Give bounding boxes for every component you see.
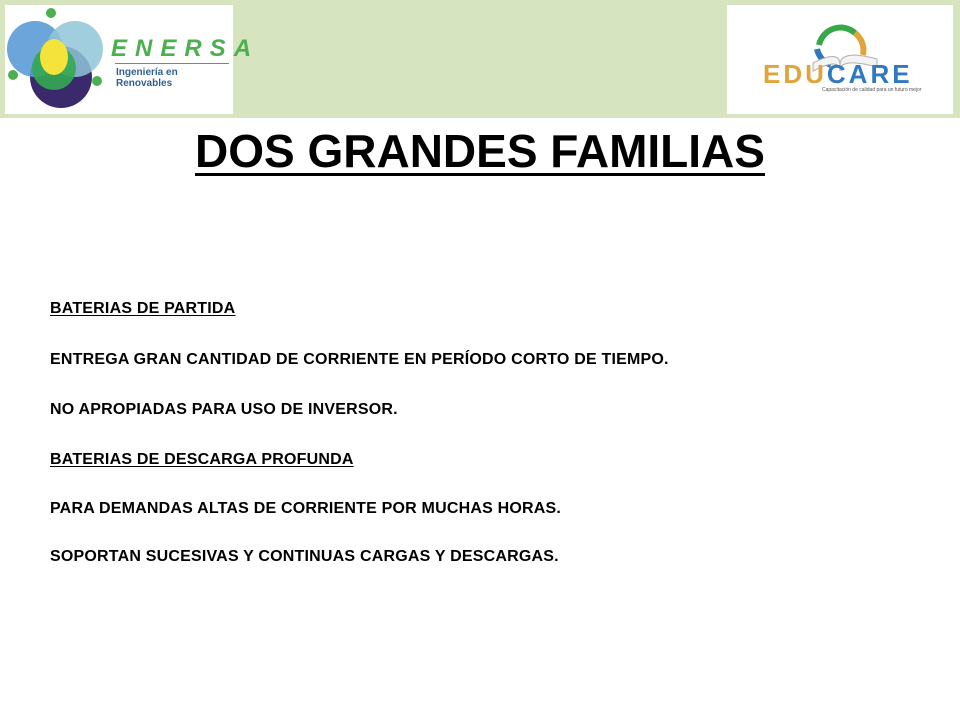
enersa-circles-icon bbox=[5, 5, 110, 114]
bullet-line: SOPORTAN SUCESIVAS Y CONTINUAS CARGAS Y DESCARGAS. bbox=[50, 548, 559, 565]
educare-logo bbox=[727, 5, 953, 114]
enersa-tagline: Ingeniería en Renovables bbox=[116, 67, 178, 89]
educare-wordmark bbox=[763, 61, 913, 87]
enersa-logo bbox=[5, 5, 260, 114]
educare-wordmark-care: CARE bbox=[826, 59, 913, 89]
educare-wordmark-edu: EDU bbox=[763, 59, 827, 89]
enersa-wordmark: ENERSA bbox=[111, 35, 260, 62]
section-heading-deep-cycle-batteries: BATERIAS DE DESCARGA PROFUNDA bbox=[50, 451, 354, 468]
educare-tagline: Capacitación de calidad para un futuro mejor bbox=[822, 87, 922, 93]
header-band bbox=[0, 0, 960, 118]
bullet-line: NO APROPIADAS PARA USO DE INVERSOR. bbox=[50, 401, 398, 418]
slide-title bbox=[0, 124, 960, 178]
enersa-divider bbox=[115, 63, 229, 64]
bullet-line: PARA DEMANDAS ALTAS DE CORRIENTE POR MUCHAS HORAS. bbox=[50, 500, 562, 517]
section-heading-starter-batteries: BATERIAS DE PARTIDA bbox=[50, 300, 236, 317]
slide-title-text: DOS GRANDES FAMILIAS bbox=[195, 125, 765, 177]
bullet-line: ENTREGA GRAN CANTIDAD DE CORRIENTE EN PERÍODO CORTO DE TIEMPO. bbox=[50, 351, 669, 368]
